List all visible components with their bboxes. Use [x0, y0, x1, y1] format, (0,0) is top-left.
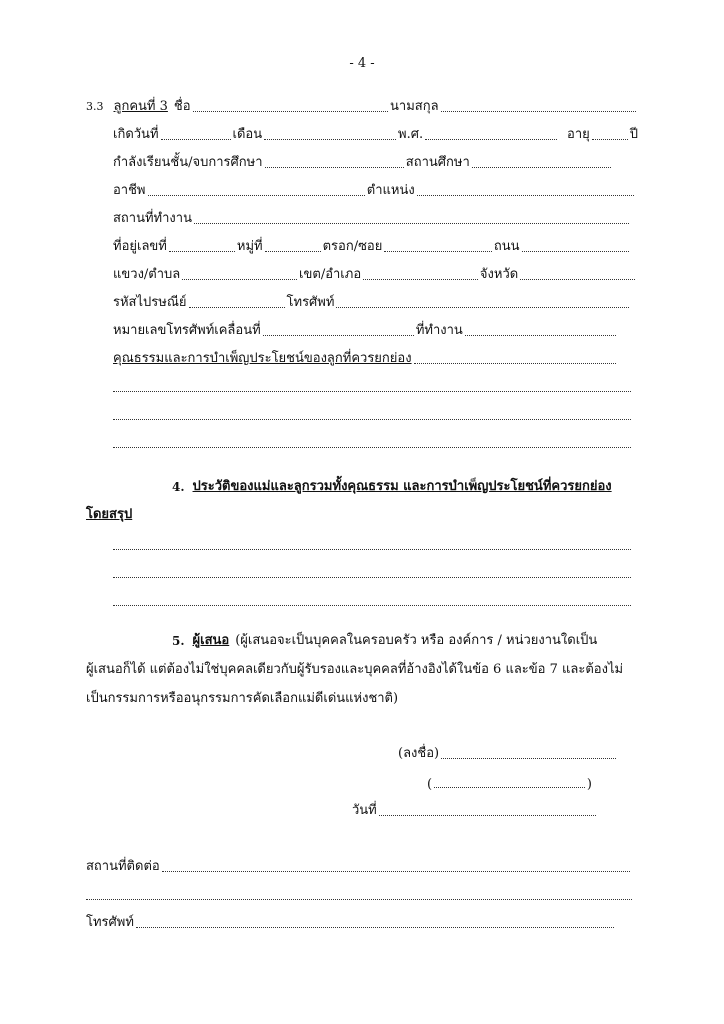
summary-line — [113, 564, 631, 582]
summary-line — [113, 536, 631, 554]
postcode-label: รหัสไปรษณีย์ — [113, 295, 187, 310]
studying-field[interactable] — [265, 163, 404, 168]
district-label: เขต/อำเภอ — [299, 267, 362, 282]
date-row — [352, 802, 598, 820]
page-number: - 4 - — [349, 56, 375, 71]
child3-name-row — [86, 98, 638, 116]
postcode-field[interactable] — [189, 303, 285, 308]
subdistrict-field[interactable] — [182, 275, 297, 280]
occupation-field[interactable] — [148, 191, 365, 196]
year-label: พ.ศ. — [398, 127, 424, 142]
date-field[interactable] — [379, 811, 596, 816]
contact-address-row — [86, 858, 632, 876]
section5-text-2: ผู้เสนอก็ได้ แต่ต้องไม่ใช่บุคคลเดียวกับผู้รับรองและบุคคลที่อ้างอิงได้ในข้อ 6 และข้อ 7 และต้องไม่ — [86, 662, 624, 677]
position-label: ตำแหน่ง — [366, 183, 415, 198]
birthdate-row — [113, 126, 638, 144]
birth-day-field[interactable] — [161, 135, 231, 140]
signature-field[interactable] — [441, 754, 616, 759]
paren-open: ( — [427, 777, 433, 792]
summary-line — [113, 592, 631, 610]
school-label: สถานศึกษา — [405, 155, 470, 170]
road-field[interactable] — [522, 247, 630, 252]
surname-field[interactable] — [441, 107, 636, 112]
virtue-row — [113, 350, 618, 368]
soi-label: ตรอก/ซอย — [322, 239, 383, 254]
soi-field[interactable] — [384, 247, 492, 252]
contact-phone-row — [86, 914, 616, 932]
section-number: 3.3 — [86, 100, 104, 113]
contact-phone-label: โทรศัพท์ — [86, 915, 134, 930]
contact-address-line — [86, 886, 632, 904]
section4-subtitle: โดยสรุป — [86, 507, 133, 522]
child-label: ลูกคนที่ 3 — [113, 99, 168, 114]
occupation-row — [113, 182, 636, 200]
section5-title: ผู้เสนอ — [192, 633, 230, 648]
workplace-field[interactable] — [194, 219, 629, 224]
virtue-line-3[interactable] — [113, 443, 631, 448]
subdistrict-label: แขวง/ตำบล — [113, 267, 181, 282]
mobile-row — [113, 322, 618, 340]
birth-month-field[interactable] — [264, 135, 396, 140]
work-phone-field[interactable] — [465, 331, 616, 336]
postcode-row — [113, 294, 631, 312]
printed-name-field[interactable] — [434, 783, 585, 788]
mobile-field[interactable] — [263, 331, 414, 336]
contact-address-field[interactable] — [162, 867, 630, 872]
mobile-label: หมายเลขโทรศัพท์เคลื่อนที่ — [113, 323, 261, 338]
moo-field[interactable] — [265, 247, 321, 252]
province-field[interactable] — [520, 275, 635, 280]
phone-field[interactable] — [336, 303, 629, 308]
name-field[interactable] — [193, 107, 388, 112]
section5-line1 — [172, 632, 642, 650]
name-label: ชื่อ — [173, 99, 191, 114]
virtue-line — [113, 434, 631, 452]
section4-number: 4. — [172, 480, 185, 494]
workplace-label: สถานที่ทำงาน — [113, 211, 192, 226]
work-label: ที่ทำงาน — [415, 323, 463, 338]
age-field[interactable] — [592, 135, 628, 140]
virtue-field[interactable] — [414, 359, 616, 364]
studying-label: กำลังเรียนชั้น/จบการศึกษา — [113, 155, 263, 170]
age-label: อายุ — [567, 127, 590, 142]
address-no-field[interactable] — [169, 247, 235, 252]
summary-line-1[interactable] — [113, 545, 631, 550]
virtue-label: คุณธรรมและการบำเพ็ญประโยชน์ของลูกที่ควรยกย่อง — [113, 351, 412, 366]
section5-text-3: เป็นกรรมการหรืออนุกรรมการคัดเลือกแม่ดีเด่นแห่งชาติ) — [86, 691, 399, 706]
surname-label: นามสกุล — [390, 99, 439, 114]
phone-label: โทรศัพท์ — [286, 295, 335, 310]
section5-text-1: (ผู้เสนอจะเป็นบุคคลในครอบครัว หรือ องค์การ / หน่วยงานใดเป็น — [235, 633, 598, 648]
summary-line-2[interactable] — [113, 573, 631, 578]
education-row — [113, 154, 613, 172]
printed-name-row — [427, 774, 592, 792]
district-row — [113, 266, 637, 284]
section5-line2 — [86, 661, 638, 679]
virtue-line — [113, 378, 631, 396]
virtue-line-1[interactable] — [113, 387, 631, 392]
position-field[interactable] — [417, 191, 634, 196]
contact-phone-field[interactable] — [136, 923, 614, 928]
address-no-label: ที่อยู่เลขที่ — [113, 239, 167, 254]
summary-line-3[interactable] — [113, 601, 631, 606]
moo-label: หมู่ที่ — [236, 239, 263, 254]
contact-address-label: สถานที่ติดต่อ — [86, 859, 160, 874]
birth-year-field[interactable] — [425, 135, 557, 140]
signature-row — [398, 745, 618, 763]
virtue-line-2[interactable] — [113, 415, 631, 420]
section4-title: ประวัติของแม่และลูกรวมทั้งคุณธรรม และการบำเพ็ญประโยชน์ที่ควรยกย่อง — [192, 479, 612, 494]
school-field[interactable] — [472, 163, 611, 168]
section5-number: 5. — [172, 634, 185, 648]
section4-subheading — [86, 506, 286, 524]
workplace-row — [113, 210, 631, 228]
contact-address-line-2[interactable] — [86, 895, 632, 900]
road-label: ถนน — [493, 239, 520, 254]
address-row — [113, 238, 631, 256]
district-field[interactable] — [363, 275, 478, 280]
virtue-line — [113, 406, 631, 424]
section4-heading — [172, 478, 642, 496]
sign-label: (ลงชื่อ) — [398, 746, 440, 761]
birthdate-label: เกิดวันที่ — [113, 127, 159, 142]
month-label: เดือน — [232, 127, 263, 142]
paren-close: ) — [586, 777, 592, 792]
date-label: วันที่ — [352, 803, 377, 818]
age-unit: ปี — [629, 127, 639, 142]
province-label: จังหวัด — [479, 267, 519, 282]
occupation-label: อาชีพ — [113, 183, 146, 198]
section5-line3 — [86, 690, 638, 708]
